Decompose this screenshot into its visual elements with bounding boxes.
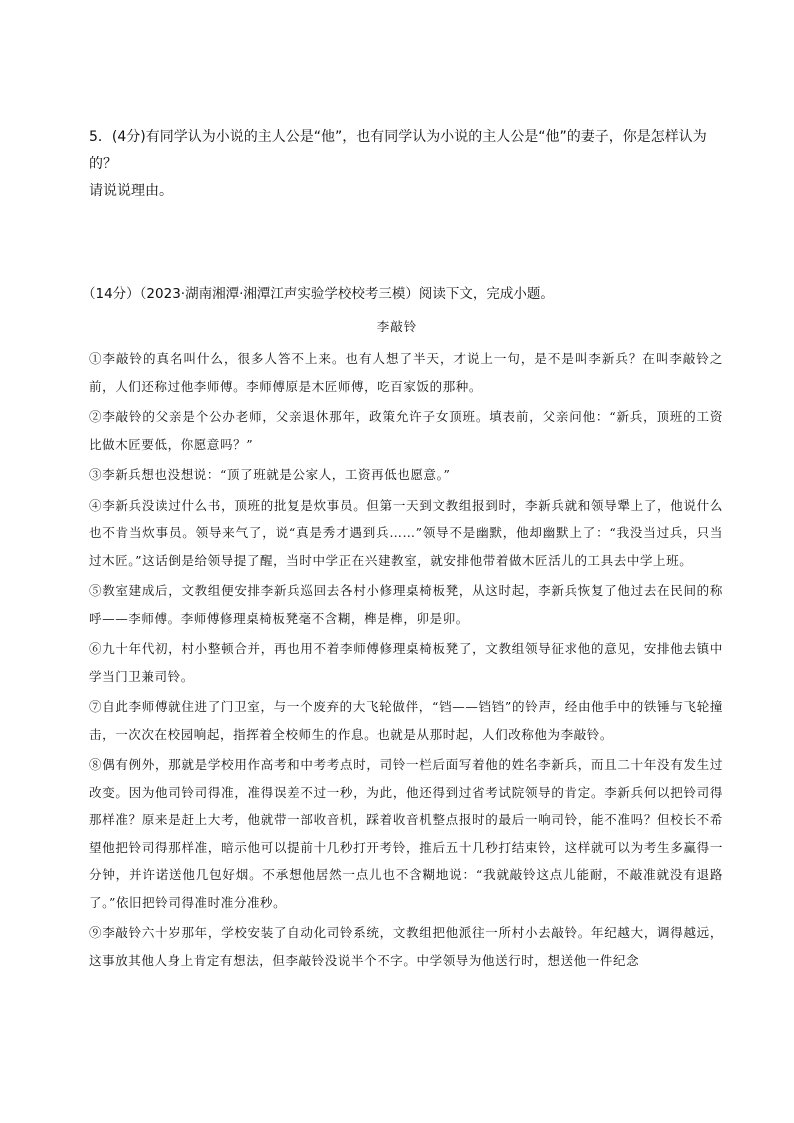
article-title: 李敲铃 xyxy=(376,319,418,334)
article-paragraph-5: ⑤教室建成后，文教组便安排李新兵巡回去各村小修理桌椅板凳，从这时起，李新兵恢复了他过去在民间的称呼——李师傅。李师傅修理桌椅板凳毫不含糊，榫是榫，卯是卯。 xyxy=(89,583,723,626)
article-paragraph-8: ⑧偶有例外，那就是学校用作高考和中考考点时，司铃一栏后面写着他的姓名李新兵，而且二十年没有发生过改变。因为他司铃司得准，准得误差不过一秒，为此，他还得到过省考试院领导的肯定。李新兵何以把铃司得那样准？原来是赶上大考，他就带一部收音机，踩着收音机整点报时的最后一响司铃，能不准吗？但校长不希望他把铃司得那样准，暗示他可以提前十几秒打开考铃，推后五十几秒打结束铃，这样就可以为考生多赢得一分钟，并许诺送他几包好烟。不承想他居然一点儿也不含糊地说：“我就敲铃这点儿能耐，不敲准就没有退路了。”依旧把铃司得准时准分准秒。 xyxy=(89,757,723,910)
article-paragraph-4: ④李新兵没读过什么书，顶班的批复是炊事员。但第一天到文教组报到时，李新兵就和领导犟上了，他说什么也不肯当炊事员。领导来气了，说“真是秀才遇到兵……”领导不是幽默，他却幽默上了：“我没当过兵，只当过木匠。”这话倒是给领导提了醒，当时中学正在兴建教室，就安排他带着做木匠活儿的工具去中学上班。 xyxy=(89,497,723,568)
question-5 xyxy=(89,124,729,205)
article-paragraph-7: ⑦自此李师傅就住进了门卫室，与一个废弃的大飞轮做伴，“铛——铛铛”的铃声，经由他手中的铁锤与飞轮撞击，一次次在校园响起，指挥着全校师生的作息。也就是从那时起，人们改称他为李敲铃。 xyxy=(89,699,723,742)
article-paragraph-2: ②李敲铃的父亲是个公办老师，父亲退休那年，政策允许子女顶班。填表前，父亲问他：“新兵，顶班的工资比做木匠要低，你愿意吗？” xyxy=(89,409,723,452)
article-paragraph-3: ③李新兵想也没想说：“顶了班就是公家人，工资再低也愿意。” xyxy=(89,467,451,482)
question-5-line-2: 请说说理由。 xyxy=(89,183,173,199)
article-paragraph-1: ①李敲铃的真名叫什么，很多人答不上来。也有人想了半天，才说上一句，是不是叫李新兵？在叫李敲铃之前，人们还称过他李师傅。李师傅原是木匠师傅，吃百家饭的那种。 xyxy=(89,351,723,394)
article-body xyxy=(89,345,723,977)
reading-intro: （14分）（2023·湖南湘潭·湘潭江声实验学校校考三模）阅读下文，完成小题。 xyxy=(82,286,554,302)
question-5-line-1: 5．(4分)有同学认为小说的主人公是“他”，也有同学认为小说的主人公是“他”的妻子，你是怎样认为的？ xyxy=(89,129,707,172)
article-paragraph-6: ⑥九十年代初，村小整顿合并，再也用不着李师傅修理桌椅板凳了，文教组领导征求他的意见，安排他去镇中学当门卫兼司铃。 xyxy=(89,641,723,684)
article-paragraph-9: ⑨李敲铃六十岁那年，学校安装了自动化司铃系统，文教组把他派往一所村小去敲铃。年纪越大，调得越远，这事放其他人身上肯定有想法，但李敲铃没说半个不字。中学领导为他送行时，想送他一件纪念 xyxy=(89,925,723,968)
